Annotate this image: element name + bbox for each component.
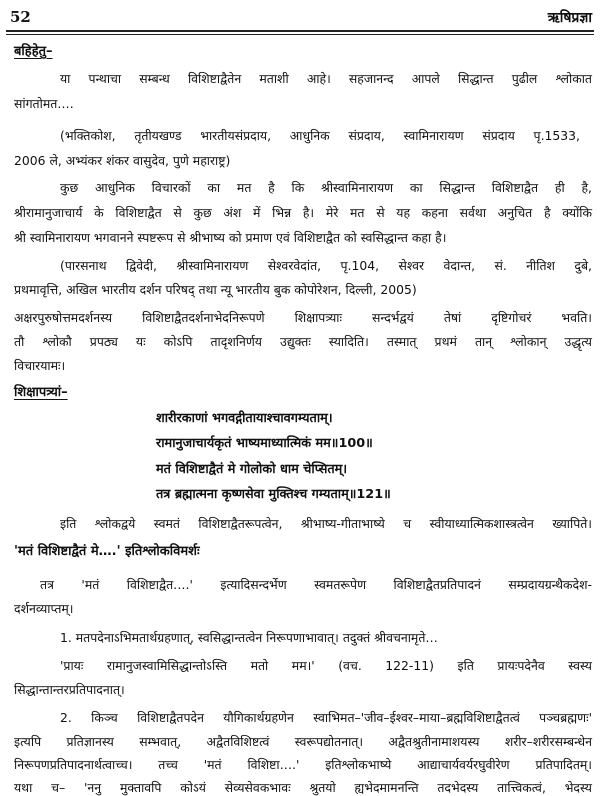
citation-line: (पारसनाथ द्विवेदी, श्रीस्वामिनारायण सेश्वरवेदांत, पृ.104, सेश्वर वेदान्त, सं. नीतिश दुबे, bbox=[60, 258, 592, 273]
citation-line: 2006 ले, अभ्यंकर शंकर वासुदेव, पुणे महाराष्ट्र) bbox=[14, 153, 231, 168]
running-title: ऋषिप्रज्ञा bbox=[547, 10, 592, 26]
text-line: या पन्थाचा सम्बन्ध विशिष्टाद्वैतेन मताशी आहे। सहजानन्द आपले सिद्धान्त पुढील श्लोकात bbox=[60, 71, 592, 86]
citation-line: (भक्तिकोश, तृतीयखण्ड भारतीयसंप्रदाय, आधुनिक संप्रदाय, स्वामिनारायण संप्रदाय पृ.1533, bbox=[60, 128, 580, 143]
verse-line: शारीरकाणां भगवद्गीतायाश्चावगम्यताम्। bbox=[156, 411, 333, 426]
text-line: तत्र 'मतं विशिष्टाद्वैत….' इत्यादिसन्दर्भेण स्वमतरूपेण विशिष्टाद्वैतप्रतिपादनं सम्प्रदायग्रन्थैकदेश- bbox=[40, 577, 592, 592]
header-rule bbox=[6, 30, 594, 32]
list-item: 1. मतपदेनाऽभिमतार्थग्रहणात्, स्वसिद्धान्तत्वेन निरूपणाभावात्। तदुक्तं श्रीवचनामृते… bbox=[60, 630, 438, 645]
text-line: सिद्धान्तान्तरप्रतिपादनात्। bbox=[14, 682, 125, 697]
list-item: 2. किञ्च विशिष्टाद्वैतपदेन यौगिकार्थग्रहणेन स्वाभिमत–'जीव–ईश्वर–माया–ब्रह्मविशिष्टाद्वैतत्वं पञ्चब्रह्मणः' bbox=[60, 710, 592, 725]
text-line: श्रीरामानुजाचार्य के विशिष्टाद्वैत से कुछ अंश में भिन्न है। मेरे मत से यह कहना सर्वथा अनुचित है क्योंकि bbox=[14, 205, 592, 220]
text-line: इति श्लोकद्वये स्वमतं विशिष्टाद्वैतरूपत्वेन, श्रीभाष्य-गीताभाष्ये च स्वीयाध्यात्मिकशास्त्रत्वेन ख्यापिते। bbox=[60, 516, 592, 531]
text-line: सांगतोमत…. bbox=[14, 96, 74, 111]
text-line: यथा च– 'ननु मुक्तावपि कोऽयं सेव्यसेवकभावः श्रुतयो ह्यभेदमामनन्ति तदभेदस्य तात्त्विकत्वं, भेदस्य bbox=[14, 780, 592, 795]
page-header bbox=[6, 4, 594, 34]
header-rule-thin bbox=[6, 34, 594, 35]
section-heading: शिक्षापत्र्यां– bbox=[14, 385, 68, 400]
verse-line: मतं विशिष्टाद्वैतं मे गोलोको धाम चेप्सितम्। bbox=[156, 462, 348, 477]
section-heading: बहिहेतु– bbox=[14, 44, 53, 59]
verse-line: रामानुजाचार्यकृतं भाष्यमाध्यात्मिकं मम॥100॥ bbox=[156, 436, 373, 451]
text-line: विचारयामः। bbox=[14, 358, 66, 373]
text-line: इत्यपि प्रतिज्ञानस्य सम्भवात्, अद्वैतविशिष्टत्वं स्वरूपद्योतनात्। अद्वैतश्रुतीनामाशयस्य शरीर–शरीरसम्बन्धेन bbox=[14, 734, 592, 749]
text-line: अक्षरपुरुषोत्तमदर्शनस्य विशिष्टाद्वैतदर्शनाभेदनिरूपणे शिक्षापत्र्याः सन्दर्भद्वयं तेषां दृष्टिगोचरं भवति। bbox=[14, 310, 592, 325]
text-line: 'प्रायः रामानुजस्वामिसिद्धान्तोऽस्ति मतो मम।' (वच. 122-11) इति प्रायःपदेनैव स्वस्य bbox=[60, 658, 592, 673]
text-line: तौ श्लोकौ प्रपठ्य यः कोऽपि तादृशनिर्णय उद्युक्तः स्यादिति। तस्मात् प्रथमं तान् श्लोकान् उद्धृत्य bbox=[14, 334, 592, 349]
text-line: दर्शनव्याप्तम्। bbox=[14, 601, 74, 616]
subsection-heading: 'मतं विशिष्टाद्वैतं मे….' इतिश्लोकविमर्शः bbox=[14, 544, 200, 559]
citation-line: प्रथमावृत्ति, अखिल भारतीय दर्शन परिषद् तथा न्यू भारतीय बुक कोपोरेशन, दिल्ली, 2005) bbox=[14, 282, 417, 297]
page-number: 52 bbox=[10, 8, 31, 26]
verse-line: तत्र ब्रह्मात्मना कृष्णसेवा मुक्तिश्च गम्यताम्॥121॥ bbox=[156, 487, 391, 502]
text-line: निरूपणप्रतिपादनार्थत्वाच्च। तच्च 'मतं विशिष्टा….' इतिश्लोकभाष्ये आद्याचार्यवर्यरघुवीरेण प्रतिपादितम्। bbox=[14, 757, 592, 772]
text-line: कुछ आधुनिक विचारकों का मत है कि श्रीस्वामिनारायण का सिद्धान्त विशिष्टाद्वैत ही है, bbox=[60, 180, 592, 195]
text-line: श्री स्वामिनारायण भगवानने स्पष्टरूप से श्रीभाष्य को प्रमाण एवं विशिष्टाद्वैत को स्वसिद्धान्त कहा है। bbox=[14, 230, 447, 245]
